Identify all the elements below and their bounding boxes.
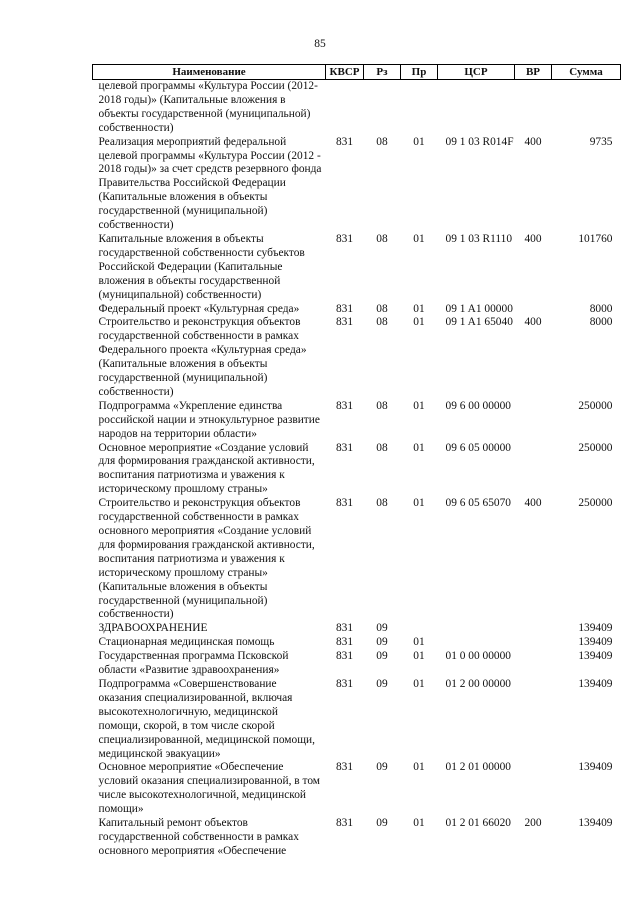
table-row: [93, 303, 621, 317]
cell-sum: 250000: [578, 441, 613, 454]
cell-csr: 09 1 A1 00000: [445, 302, 513, 315]
table-row: [93, 316, 621, 399]
cell-kvsr: 831: [335, 302, 354, 315]
cell-pr: 01: [413, 399, 425, 412]
column-header-kvsr: КВСР: [326, 65, 364, 80]
cell-pr: 01: [413, 677, 425, 690]
cell-sum: 250000: [578, 399, 613, 412]
cell-pr: 01: [413, 441, 425, 454]
cell-name: Капитальные вложения в объекты государственной собственности субъектов Российской Федерации (Капитальные вложения в объекты государственной (муниципальной) собственности): [98, 232, 305, 301]
table-row: [93, 233, 621, 303]
cell-vr: 200: [524, 817, 542, 830]
cell-rz: 08: [376, 497, 388, 510]
table-row: [93, 80, 621, 136]
cell-name: Основное мероприятие «Обеспечение условий оказания специализированной, в том числе высокотехнологичной, медицинской помощи»: [98, 761, 321, 816]
cell-name: Подпрограмма «Укрепление единства российской нации и этнокультурное развитие народов на территории области»: [98, 399, 320, 440]
column-header-pr: Пр: [401, 65, 438, 80]
cell-csr: 01 2 01 00000: [445, 761, 511, 774]
cell-vr: [515, 80, 552, 136]
cell-sum: [552, 80, 621, 136]
table-row: [93, 136, 621, 233]
table-row: [93, 761, 621, 817]
cell-vr: 400: [524, 316, 542, 329]
cell-pr: 01: [413, 636, 425, 649]
cell-rz: 09: [376, 817, 388, 830]
cell-pr: [401, 622, 438, 636]
cell-rz: 09: [376, 636, 388, 649]
cell-pr: 01: [413, 817, 425, 830]
cell-vr: [515, 622, 552, 636]
cell-sum: 139409: [578, 817, 613, 830]
cell-vr: [515, 442, 552, 498]
cell-rz: [364, 80, 401, 136]
cell-rz: 09: [376, 761, 388, 774]
cell-csr: 09 6 00 00000: [445, 399, 511, 412]
cell-kvsr: 831: [335, 761, 354, 774]
cell-pr: 01: [413, 761, 425, 774]
cell-name: Капитальный ремонт объектов государственной собственности в рамках основного мероприятия «Обеспечение: [98, 817, 299, 857]
cell-kvsr: 831: [335, 497, 354, 510]
cell-csr: [438, 80, 515, 136]
cell-sum: 139409: [578, 650, 613, 663]
table-row: [93, 650, 621, 678]
cell-csr: 09 1 03 R1110: [445, 232, 513, 245]
cell-rz: 09: [376, 677, 388, 690]
cell-sum: 101760: [578, 232, 613, 245]
column-header-name: Наименование: [93, 65, 326, 80]
cell-kvsr: 831: [335, 636, 354, 649]
budget-table: [92, 64, 621, 859]
cell-rz: 08: [376, 316, 388, 329]
cell-sum: 8000: [589, 302, 613, 315]
column-header-vr: ВР: [515, 65, 552, 80]
cell-name: Стационарная медицинская помощь: [98, 636, 275, 649]
table-row: [93, 497, 621, 622]
table-body: [93, 80, 621, 859]
cell-rz: 08: [376, 232, 388, 245]
table-row: [93, 817, 621, 859]
cell-pr: 01: [413, 232, 425, 245]
cell-pr: 01: [413, 650, 425, 663]
cell-csr: 09 6 05 00000: [445, 441, 511, 454]
cell-csr: 09 1 03 R014F: [445, 135, 514, 148]
cell-csr: 01 2 00 00000: [445, 677, 511, 690]
cell-csr: [438, 636, 515, 650]
cell-rz: 09: [376, 622, 388, 635]
cell-rz: 08: [376, 135, 388, 148]
table-header: [93, 65, 621, 80]
cell-vr: [515, 400, 552, 442]
cell-vr: [515, 636, 552, 650]
column-header-csr: ЦСР: [438, 65, 515, 80]
cell-sum: 250000: [578, 497, 613, 510]
cell-kvsr: 831: [335, 441, 354, 454]
table-row: [93, 442, 621, 498]
cell-sum: 139409: [578, 761, 613, 774]
cell-pr: 01: [413, 302, 425, 315]
cell-sum: 139409: [578, 677, 613, 690]
column-header-sum: Сумма: [552, 65, 621, 80]
cell-vr: [515, 761, 552, 817]
cell-pr: 01: [413, 316, 425, 329]
cell-csr: [438, 622, 515, 636]
page-number: 85: [314, 38, 326, 50]
cell-kvsr: 831: [335, 677, 354, 690]
cell-kvsr: 831: [335, 650, 354, 663]
table-row: [93, 400, 621, 442]
cell-name: Строительство и реконструкция объектов государственной собственности в рамках Федерального проекта «Культурная среда» (Капитальные вложения в объекты государственной (муниципальной) собственности): [98, 316, 307, 398]
cell-name: Строительство и реконструкция объектов государственной собственности в рамках основного мероприятия «Создание условий для формирования гражданской активности, воспитания патриотизма и уважения к историческому прошлому страны» (Капитальные вложения в объекты государственной (муниципальной) собственности): [98, 497, 315, 621]
cell-kvsr: [326, 80, 364, 136]
cell-pr: 01: [413, 497, 425, 510]
cell-kvsr: 831: [335, 232, 354, 245]
cell-sum: 8000: [589, 316, 613, 329]
cell-kvsr: 831: [335, 135, 354, 148]
cell-kvsr: 831: [335, 817, 354, 830]
cell-vr: [515, 678, 552, 761]
cell-sum: 139409: [578, 636, 613, 649]
column-header-rz: Рз: [364, 65, 401, 80]
cell-name: Подпрограмма «Совершенствование оказания специализированной, включая высокотехнологичную, медицинской помощи, скорой, в том числе скорой специализированной, медицинской помощи, медицинской эвакуации»: [98, 677, 315, 760]
cell-pr: 01: [413, 135, 425, 148]
table-row: [93, 636, 621, 650]
cell-rz: 08: [376, 399, 388, 412]
table-row: [93, 622, 621, 636]
cell-rz: 08: [376, 441, 388, 454]
cell-kvsr: 831: [335, 622, 354, 635]
cell-vr: 400: [524, 232, 542, 245]
cell-name: Федеральный проект «Культурная среда»: [98, 302, 300, 315]
cell-vr: 400: [524, 497, 542, 510]
cell-name: ЗДРАВООХРАНЕНИЕ: [98, 622, 208, 635]
cell-name: Основное мероприятие «Создание условий для формирования гражданской активности, воспитания патриотизма и уважения к историческому прошлому страны»: [98, 441, 315, 496]
cell-kvsr: 831: [335, 316, 354, 329]
cell-name: Государственная программа Псковской области «Развитие здравоохранения»: [98, 650, 289, 677]
cell-vr: [515, 303, 552, 317]
cell-rz: 08: [376, 302, 388, 315]
cell-pr: [401, 80, 438, 136]
cell-name: целевой программы «Культура России (2012-2018 годы)» (Капитальные вложения в объекты государственной (муниципальной) собственности): [98, 80, 318, 134]
cell-sum: 9735: [589, 135, 613, 148]
cell-sum: 139409: [578, 622, 613, 635]
cell-csr: 01 2 01 66020: [445, 817, 511, 830]
cell-csr: 09 1 A1 65040: [445, 316, 513, 329]
cell-vr: [515, 650, 552, 678]
table-row: [93, 678, 621, 761]
cell-csr: 09 6 05 65070: [445, 497, 511, 510]
cell-vr: 400: [524, 135, 542, 148]
cell-csr: 01 0 00 00000: [445, 650, 511, 663]
cell-kvsr: 831: [335, 399, 354, 412]
cell-rz: 09: [376, 650, 388, 663]
cell-name: Реализация мероприятий федеральной целевой программы «Культура России (2012 - 2018 годы)» за счет средств резервного фонда Правительства Российской Федерации (Капитальные вложения в объекты государственной (муниципальной) собственности): [98, 135, 322, 232]
